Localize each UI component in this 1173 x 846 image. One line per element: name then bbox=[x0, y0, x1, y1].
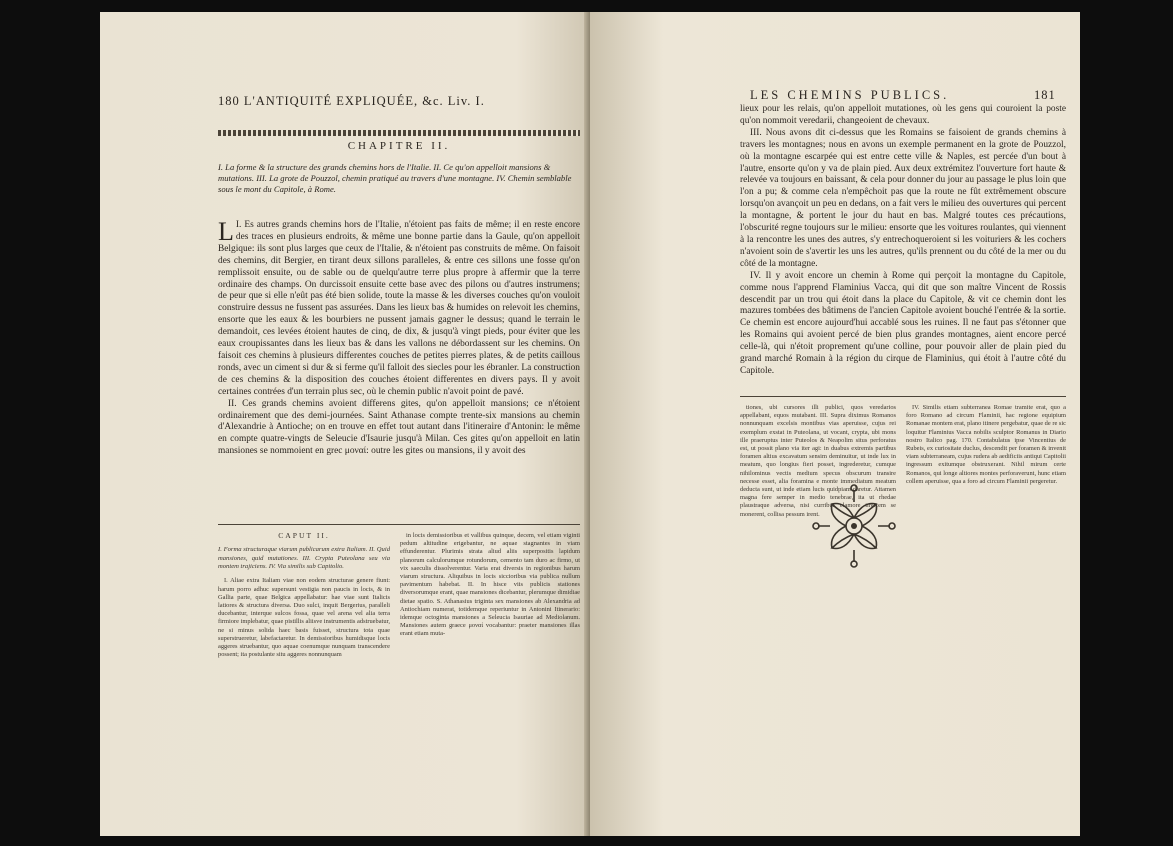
left-latin-col-2 bbox=[400, 532, 580, 712]
left-header-ornament bbox=[218, 130, 580, 136]
right-footnote-rule bbox=[740, 396, 1066, 397]
fleuron-ornament bbox=[808, 480, 900, 572]
right-page bbox=[590, 12, 1080, 836]
book-spread bbox=[100, 12, 1080, 836]
drop-cap: L bbox=[218, 220, 234, 246]
latin-text-col-1: I. Aliae extra Italiam viae non eodem structurae genere fiunt: harum porro adhuc supersunt vestigia non paucis in locis, & in Gallia parte, quae Belgica appellabatur: hae viae sunt Italicis latiores & structura diversa. Duo sulci, inquit Bergerius, paralleli ducebantur, interque sulcos fossa, quae vel arena vel alia terra firmiore implebatur, quae pistillis aliisve instrumentis adstruebatur, ne si minus solida haec basis fuisset, structura tota quae superstrueretur, labefactaretur. In demissioribus humidisque locis aggeres struebantur, quo aquae coenumque nunquam transcendere possent; ita postulante situ aggeres nonnunquam bbox=[218, 577, 390, 659]
right-latin-text-col-2: IV. Similis etiam subterranea Romae tramite erat, quo a foro Romano ad circum Flaminii, hac regione equipium Romanae montem erat, plano itinere pergebatur, quae de re sic loquitur Flaminius Vacca nobilis sculptor Romanus in Diario nostro Italico pag. 170. Contabulatus ipse Vincentius de Rubeis, ex curiositate duclus, descendit per foramen & invenit viam subterraneam, cujus rudera ab aedificiis antiqui Capitolii ingressum exitumque obstruxerant. Nihil mirum certe Romanos, qui longe altiores montes perforaverunt, hunc etiam collem aperuisse, qua a foro ad circum Flaminii pergeretur. bbox=[906, 404, 1066, 485]
right-paragraph-2: III. Nous avons dit ci-dessus que les Romains se faisoient de grands chemins à travers les montagnes; nous en avons un exemple permanent en la grote de Pouzzol, où la montagne escarpée qui est entre cette ville & Naples, est percée d'un bout à l'autre, ensorte qu'on y va de plain pied. Aux deux extrémitez l'ouverture fort haute & relevée va toujours en baissant, & cela pour donner du jour au passage le plus loin que l'on a pu; & comme cela n'empêchoit pas que la route ne fût extrêmement obscure lorsqu'on avançoit un peu en dedans, on a fait vers le milieu des ouvertures qui percent la montagne, & portent le jour du haut en bas. Malgré toutes ces précautions, l'obscurité regne toujours sur le milieu: ensorte que les voitures roulantes, qui viennent à la rencontre les unes des autres, s'y entrechoqueroient si les voituriers & les cochers n'avoient soin de s'avertir les uns les autres, qu'ils prennent ou du côté de la mer ou du côté de la montagne. bbox=[740, 127, 1066, 269]
right-paragraph-3: IV. Il y avoit encore un chemin à Rome qui perçoit la montagne du Capitole, comme nous l'apprend Flaminius Vacca, qui dit que son maître Vincent de Rossis descendit par un trou qui étoit dans la place du Capitole, & vit ce chemin dont les mazures tombées des bâtimens de l'ancien Capitole avoient bouché l'entrée & la sortie. Ce chemin est encore aujourd'hui accablé sous les ruines. Il ne faut pas s'étonner que les Romains qui avoient percé de bien plus grandes montagnes, aient encore percé celle-là, qui n'étoit proprement qu'une colline, pour pouvoir aller de plain pied du grand marché Romain à la région du cirque de Flaminius, qui étoit à l'autre côté du Capitole. bbox=[740, 270, 1066, 376]
left-main-text bbox=[218, 220, 580, 520]
right-paragraph-1: lieux pour les relais, qu'on appelloit mutationes, où les gens qui couroient la poste qu'on nommoit veredarii, changeoient de chevaux. bbox=[740, 104, 1066, 126]
left-running-header: 180 L'ANTIQUITÉ EXPLIQUÉE, &c. Liv. I. bbox=[218, 94, 485, 108]
latin-argument: I. Forma structuraque viarum publicarum extra Italiam. II. Quid mansiones, quid mutationes. III. Crypta Puteolana seu via montem trajiciens. IV. Via similis sub Capitolio. bbox=[218, 546, 390, 571]
right-page-number: 181 bbox=[1034, 88, 1056, 102]
left-paragraph-1: L I. Es autres grands chemins hors de l'Italie, n'étoient pas faits de même; il en reste encore des traces en plusieurs endroits, & même une bonne partie dans la Gaule, qu'on appelloit Belgique: ils sont plus larges que ceux de l'Italie, & n'étoient pas construits de même. On faisoit des chemins, dit Bergier, en tirant deux sillons paralleles, & entre ces sillons une fosse qu'on remplissoit ensuite, ou de sable ou de quelqu'autre terre plus propre à affermir que la terre ordinaire des champs. On durcissoit ensuite cette base avec des pilons ou d'autres instrumens; de peur que si elle n'eût pas été bien solide, toute la masse & les diverses couches qu'on vouloit construire dessus ne fussent pas assurées. Dans les lieux bas & humides on relevoit les chemins, ensorte que les eaux & les bourbiers ne pussent jamais gagner le dessus; quand le terrain le demandoit, ces levées étoient hautes de cinq, de dix, & jusqu'à vingt pieds, pour éviter que les eaux croupissantes dans les lieux bas & dans les vallons ne débordassent sur les chemins. On faisoit ces chemins à plusieurs differentes couches de petites pierres plates, & de petits caillous ronds, avec un ciment si dur & si ferme qu'il falloit des siecles pour les ébranler. La construction de ces chemins & la disposition des couches étoient differentes en divers pays. Il y avoit certaines contrées d'un terrain plus sec, où le chemin public n'avoit point de pavé. bbox=[218, 220, 580, 397]
right-main-text bbox=[740, 104, 1066, 392]
left-latin-col-1 bbox=[218, 532, 390, 712]
right-latin-col-2 bbox=[906, 404, 1066, 504]
right-latin-text-col-1: tiones, ubi cursores illi publici, quos veredarios appellabant, equos mutabant. III. Supra diximus Romanos nonnunquam excelsis montibus vias aperuisse, cujus rei exemplum exstat in Puteolana, ut vocant, crypta, ubi mons ille praeruptus inter Puteolos & Neapolim situs perforatus est, ut possit plano via iter agi: in duabus extremis partibus foramen altius excavatum sensim deminuitur, ut inde lux in meatum, quo longius fieri posset, ingrederetur, cumque nihilominus vectis medium specus obscurum transire necesse esset, alia foramina e monte immediatum meatum deducta sunt, ut inde etiam lucis quidpiam daretur. Attamen magna fere semper in medio tenebrae, ita ut rhedae plaustraque adversa, nisi curribus clamore invicem se monerent, collisa pessum irent. bbox=[740, 404, 896, 518]
chapter-title: CHAPITRE II. bbox=[347, 140, 451, 152]
right-running-header: LES CHEMINS PUBLICS. bbox=[750, 88, 950, 102]
left-page bbox=[100, 12, 590, 836]
latin-caput-title: CAPUT II. bbox=[278, 532, 330, 540]
left-paragraph-2: II. Ces grands chemins avoient differens gites, qu'on appelloit mansions; ce n'étoient ordinairement que des demi-journées. Saint Athanase compte trente-six mansions au chemin d'Alexandrie à Antioche; on en trouve en effet tout autant dans l'itineraire d'Antonin: le même en compte quatre-vingts de Seleucie d'Isaurie jusqu'à Milan. Ces gites qu'on appelloit en latin mansiones se nommoient en grec μοναί: outre les gites ou mansions, il y avoit des bbox=[218, 398, 580, 457]
chapter-argument: I. La forme & la structure des grands chemins hors de l'Italie. II. Ce qu'on appelloit mansions & mutations. III. La grote de Pouzzol, chemin pratiqué au travers d'une montagne. IV. Chemin semblable sous le mont du Capitole, à Rome. bbox=[218, 162, 572, 195]
left-footnote-rule bbox=[218, 524, 580, 525]
latin-text-col-2: in locis demissioribus et vallibus quinque, decem, vel etiam viginti pedum altitudine erigebantur, ne aquae stagnantes in viam effunderentur. Plurimis strata aliud aliis superpositis lapidum planorum calculorumque rotundorum, cemento tam duro ac firmo, ut vix saeculis dissolverentur. Varia erat diversis in regionibus harum viarum structura. Aliquibus in locis siccioribus via publica nullum pavimentum habebat. II. In hisce viis publicis stationes diversorumque erant, quae mansiones dicebantur, plerumque dimidiae dietae spatio. S. Athanasius triginta sex mansiones ab Alexandria ad Antiochiam numerat, totidemque reperiuntur in Antonini Itinerario: idemque octoginta mansiones a Seleucia Isauriae ad Mediolanum. Mansiones autem graece μοναί vocabantur: praeter mansiones illas erant etiam muta- bbox=[400, 532, 580, 638]
